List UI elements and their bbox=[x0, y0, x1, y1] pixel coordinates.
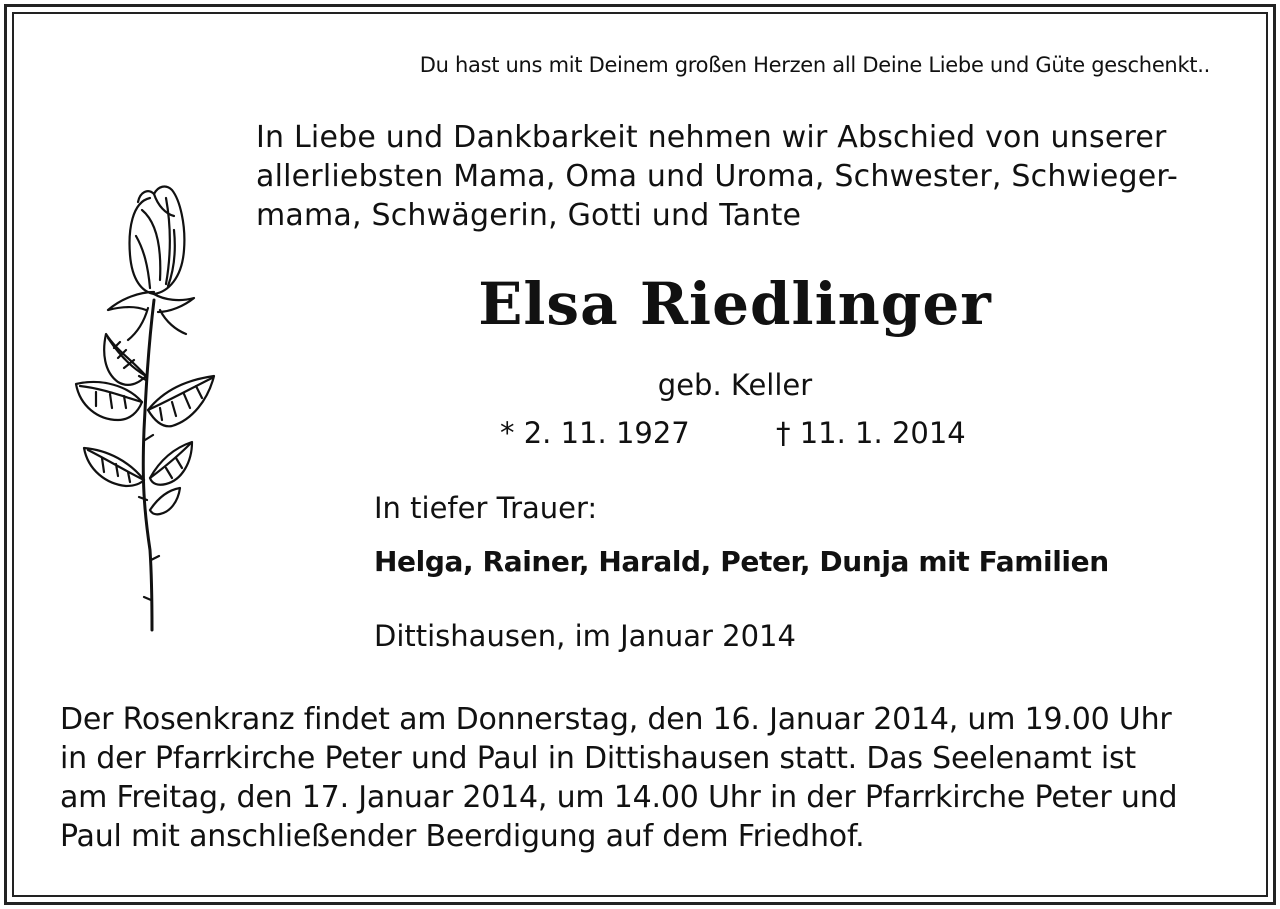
motto-text: Du hast uns mit Deinem großen Herzen all Deine Liebe und Güte geschenkt.. bbox=[419, 53, 1210, 77]
intro-line: mama, Schwägerin, Gotti und Tante bbox=[256, 198, 802, 233]
closing-text bbox=[60, 700, 1230, 856]
intro-line: In Liebe und Dankbarkeit nehmen wir Abschied von unserer bbox=[256, 120, 1167, 155]
intro-text bbox=[256, 118, 1236, 235]
birth-date: * 2. 11. 1927 bbox=[500, 416, 690, 450]
closing-line: Paul mit anschließender Beerdigung auf dem Friedhof. bbox=[60, 819, 865, 854]
intro-line: allerliebsten Mama, Oma und Uroma, Schwester, Schwieger- bbox=[256, 159, 1179, 194]
deceased-name: Elsa Riedlinger bbox=[478, 270, 992, 338]
closing-line: Der Rosenkranz findet am Donnerstag, den 16. Januar 2014, um 19.00 Uhr bbox=[60, 702, 1172, 737]
place-date: Dittishausen, im Januar 2014 bbox=[374, 619, 796, 653]
death-date: † 11. 1. 2014 bbox=[776, 416, 966, 450]
closing-line: am Freitag, den 17. Januar 2014, um 14.00 Uhr in der Pfarrkirche Peter und bbox=[60, 780, 1178, 815]
closing-line: in der Pfarrkirche Peter und Paul in Dittishausen statt. Das Seelenamt ist bbox=[60, 741, 1136, 776]
mourning-label: In tiefer Trauer: bbox=[374, 491, 598, 525]
rose-icon bbox=[62, 180, 227, 640]
maiden-name: geb. Keller bbox=[657, 368, 813, 402]
family-names: Helga, Rainer, Harald, Peter, Dunja mit Familien bbox=[374, 545, 1109, 578]
